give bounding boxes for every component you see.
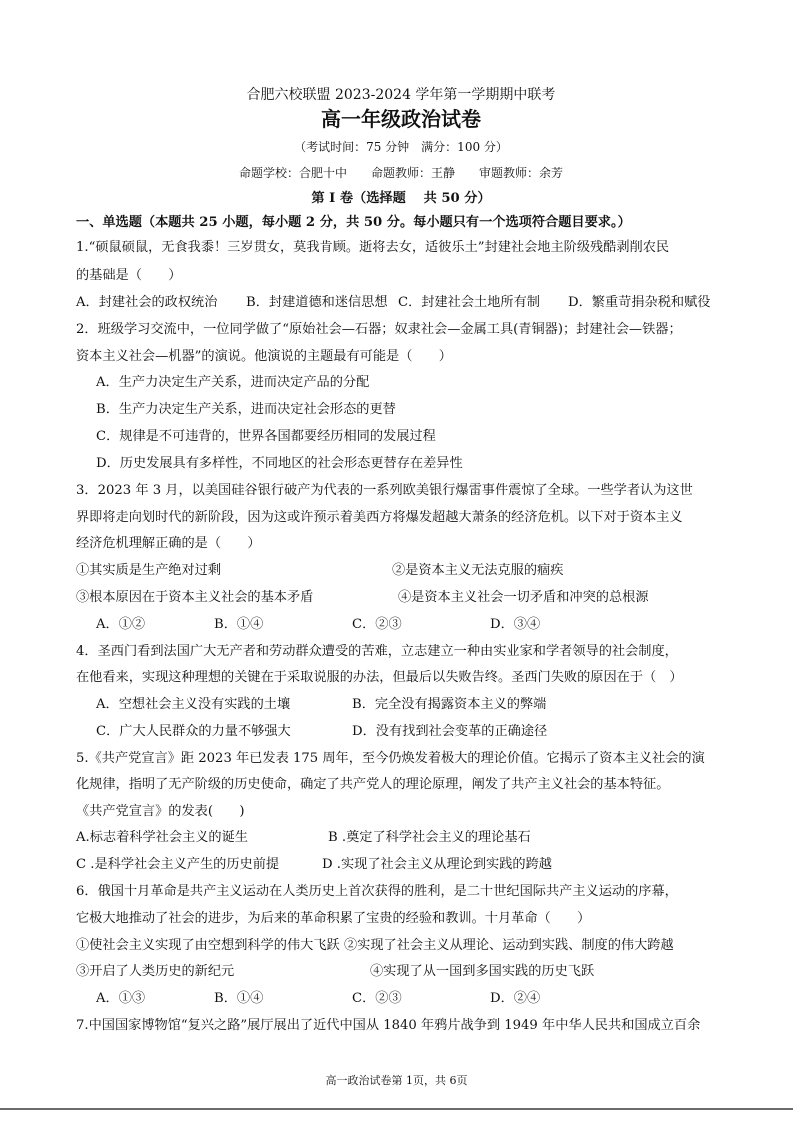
- q6-option-b: B．①④: [214, 991, 264, 1006]
- q3-statement-4: ④是资本主义社会一切矛盾和冲突的总根源: [398, 590, 649, 605]
- q5-line-1: 5.《共产党宣言》距 2023 年已发表 175 周年，至今仍焕发着极大的理论价值。它揭示了资本主义社会的演: [76, 751, 705, 766]
- q4-line-2: 在他看来，实现这种理想的关键在于采取说服的办法，但最后以失败告终。圣西门失败的原因在于（ ）: [76, 670, 683, 685]
- authors-line: 命题学校：合肥十中 命题教师：王静 审题教师：余芳: [238, 166, 563, 180]
- q2-option-d: D．历史发展具有多样性，不同地区的社会形态更替存在差异性: [96, 456, 463, 471]
- exam-line: 合肥六校联盟 2023-2024 学年第一学期期中联考: [246, 87, 556, 103]
- q3-option-d: D．③④: [490, 617, 541, 632]
- q5-option-a: A.标志着科学社会主义的诞生: [76, 830, 248, 845]
- q2-option-b: B．生产力决定生产关系，进而决定社会形态的更替: [96, 402, 396, 417]
- q3-statement-1: ①其实质是生产绝对过剩: [76, 563, 222, 578]
- q1-option-c: C．封建社会土地所有制: [398, 295, 540, 310]
- q2-line-2: 资本主义社会—机器”的演说。他演说的主题最有可能是（ ）: [76, 349, 452, 364]
- bottom-divider: [0, 1108, 793, 1110]
- q2-option-a: A．生产力决定生产关系，进而决定产品的分配: [96, 375, 370, 390]
- q6-statements-1-2: ①使社会主义实现了由空想到科学的伟大飞跃 ②实现了社会主义从理论、运动到实践、制度的伟大跨越: [76, 938, 674, 953]
- q1-line-2: 的基础是（ ）: [76, 268, 182, 283]
- q5-line-2: 化规律，指明了无产阶级的历史使命，确定了共产党人的理论原理，阐发了共产主义社会的基本特征。: [76, 777, 670, 792]
- section-title: 第 I 卷（选择题 共 50 分）: [311, 191, 491, 206]
- q5-line-3: 《共产党宣言》的发表( ): [76, 804, 245, 819]
- q6-line-2: 它极大地推动了社会的进步，为后来的革命积累了宝贵的经验和教训。十月革命（ ）: [76, 911, 591, 926]
- q1-option-d: D．繁重苛捐杂税和赋役: [568, 295, 711, 310]
- q7-line-1: 7.中国国家博物馆“复兴之路”展厅展出了近代中国从 1840 年鸦片战争到 1949 年中华人民共和国成立百余: [76, 1018, 701, 1033]
- q6-option-c: C．②③: [352, 991, 402, 1006]
- q4-option-a: A．空想社会主义没有实践的土壤: [96, 697, 291, 712]
- time-info: （考试时间：75 分钟 满分：100 分）: [294, 140, 508, 154]
- q5-option-d: D .实现了社会主义从理论到实践的跨越: [322, 857, 552, 872]
- q6-option-d: D．②④: [490, 991, 541, 1006]
- page-footer: 高一政治试卷第 1页，共 6页: [325, 1074, 468, 1087]
- instructions: 一、单选题（本题共 25 小题，每小题 2 分，共 50 分。每小题只有一个选项符合题目要求。）: [76, 215, 631, 230]
- q1-line-1: 1.“硕鼠硕鼠，无食我黍！三岁贯女，莫我肯顾。逝将去女，适彼乐土”封建社会地主阶级残酷剥削农民: [76, 240, 670, 255]
- q6-statement-3: ③开启了人类历史的新纪元: [76, 964, 235, 979]
- q4-option-d: D．没有找到社会变革的正确途径: [352, 724, 548, 739]
- q1-option-b: B．封建道德和迷信思想: [246, 295, 388, 310]
- page-title: 高一年级政治试卷: [321, 107, 481, 131]
- q6-option-a: A．①③: [96, 991, 146, 1006]
- q3-option-b: B．①④: [214, 617, 264, 632]
- q3-statement-3: ③根本原因在于资本主义社会的基本矛盾: [76, 590, 314, 605]
- q6-line-1: 6．俄国十月革命是共产主义运动在人类历史上首次获得的胜利，是二十世纪国际共产主义运动的序幕，: [76, 884, 678, 899]
- q3-line-1: 3．2023 年 3 月，以美国硅谷银行破产为代表的一系列欧美银行爆雷事件震惊了全球。一些学者认为这世: [76, 483, 693, 498]
- q6-statement-4: ④实现了从一国到多国实践的历史飞跃: [370, 964, 595, 979]
- q4-option-c: C．广大人民群众的力量不够强大: [96, 724, 291, 739]
- q4-line-1: 4．圣西门看到法国广大无产者和劳动群众遭受的苦难，立志建立一种由实业家和学者领导的社会制度，: [76, 644, 678, 659]
- q4-option-b: B．完全没有揭露资本主义的弊端: [352, 697, 547, 712]
- q2-option-c: C．规律是不可违背的，世界各国都要经历相同的发展过程: [96, 429, 436, 444]
- q3-line-2: 界即将走向划时代的新阶段，因为这或许预示着美西方将爆发超越大萧条的经济危机。以下对于资本主义: [76, 510, 683, 525]
- q3-option-c: C．②③: [352, 617, 402, 632]
- q5-option-c: C .是科学社会主义产生的历史前提: [76, 857, 280, 872]
- q3-statement-2: ②是资本主义无法克服的痼疾: [392, 563, 564, 578]
- q3-option-a: A．①②: [96, 617, 146, 632]
- q5-option-b: B .奠定了科学社会主义的理论基石: [328, 830, 531, 845]
- q3-line-3: 经济危机理解正确的是（ ）: [76, 536, 261, 551]
- q2-line-1: 2．班级学习交流中，一位同学做了“原始社会—石器；奴隶社会—金属工具(青铜器)；封建社会—铁器；: [76, 322, 682, 337]
- q1-option-a: A．封建社会的政权统治: [76, 295, 218, 310]
